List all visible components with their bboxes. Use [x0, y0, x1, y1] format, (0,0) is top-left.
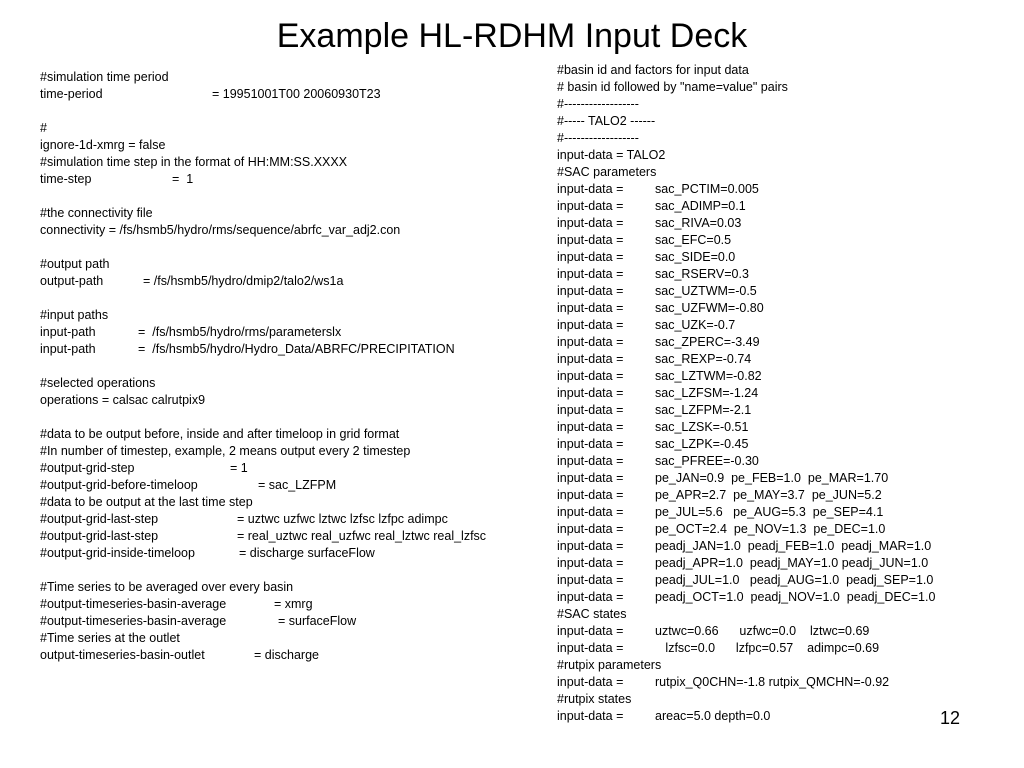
config-value: sac_REXP=-0.74	[655, 352, 752, 366]
deck-line	[557, 249, 997, 266]
deck-line	[40, 341, 540, 358]
config-value: sac_LZPK=-0.45	[655, 437, 749, 451]
deck-line	[40, 375, 540, 392]
deck-line	[557, 436, 997, 453]
config-key: #SAC parameters	[557, 165, 657, 179]
config-value: peadj_JAN=1.0 peadj_FEB=1.0 peadj_MAR=1.0	[655, 539, 932, 553]
deck-line	[557, 538, 997, 555]
config-value: sac_EFC=0.5	[655, 233, 732, 247]
deck-line	[40, 613, 540, 630]
deck-line	[557, 402, 997, 419]
config-key: #output-timeseries-basin-average	[40, 614, 227, 628]
config-key: input-data =	[557, 675, 624, 689]
config-value: sac_LZFSM=-1.24	[655, 386, 759, 400]
deck-line	[40, 494, 540, 511]
config-value: pe_JUL=5.6 pe_AUG=5.3 pe_SEP=4.1	[655, 505, 884, 519]
config-value: uztwc=0.66 uzfwc=0.0 lztwc=0.69	[655, 624, 870, 638]
config-key: output-path	[40, 274, 104, 288]
slide-title: Example HL-RDHM Input Deck	[276, 17, 748, 55]
config-key: #output-grid-last-step	[40, 529, 159, 543]
deck-line	[40, 290, 540, 307]
config-key: input-data =	[557, 624, 624, 638]
config-key: #output-grid-before-timeloop	[40, 478, 198, 492]
config-key: input-data =	[557, 182, 624, 196]
config-value: = real_uztwc real_uzfwc real_lztwc real_lzfsc	[237, 529, 487, 543]
config-key: #rutpix parameters	[557, 658, 662, 672]
config-value: pe_APR=2.7 pe_MAY=3.7 pe_JUN=5.2	[655, 488, 882, 502]
config-value: = 1	[230, 461, 248, 475]
config-key: input-data =	[557, 386, 624, 400]
deck-line	[557, 708, 997, 725]
config-key: #data to be output before, inside and after timeloop in grid format	[40, 427, 400, 441]
config-key: #output-grid-last-step	[40, 512, 159, 526]
config-value: pe_OCT=2.4 pe_NOV=1.3 pe_DEC=1.0	[655, 522, 886, 536]
config-value: = sac_LZFPM	[258, 478, 337, 492]
deck-line	[40, 171, 540, 188]
config-value: sac_UZFWM=-0.80	[655, 301, 764, 315]
deck-line	[557, 334, 997, 351]
deck-line	[40, 273, 540, 290]
config-key: #------------------	[557, 131, 639, 145]
config-key: input-data =	[557, 471, 624, 485]
deck-line	[40, 647, 540, 664]
config-key: #rutpix states	[557, 692, 632, 706]
deck-line	[40, 477, 540, 494]
config-key: input-data =	[557, 233, 624, 247]
deck-line	[40, 392, 540, 409]
config-value: sac_LZTWM=-0.82	[655, 369, 762, 383]
config-value: areac=5.0 depth=0.0	[655, 709, 771, 723]
config-key: #output-grid-inside-timeloop	[40, 546, 195, 560]
deck-line	[40, 154, 540, 171]
deck-line	[557, 300, 997, 317]
deck-line	[557, 181, 997, 198]
deck-line	[557, 164, 997, 181]
config-key: output-timeseries-basin-outlet	[40, 648, 205, 662]
deck-line	[557, 453, 997, 470]
config-key: input-data =	[557, 403, 624, 417]
config-value: = 19951001T00 20060930T23	[212, 87, 381, 101]
config-key: input-data =	[557, 335, 624, 349]
deck-line	[557, 470, 997, 487]
deck-line	[557, 555, 997, 572]
config-key: #output-grid-step	[40, 461, 135, 475]
deck-line	[557, 623, 997, 640]
deck-line	[40, 205, 540, 222]
config-value: rutpix_Q0CHN=-1.8 rutpix_QMCHN=-0.92	[655, 675, 890, 689]
deck-line	[557, 657, 997, 674]
config-key: #SAC states	[557, 607, 627, 621]
deck-line	[40, 137, 540, 154]
config-value: = xmrg	[274, 597, 313, 611]
config-value: sac_UZTWM=-0.5	[655, 284, 757, 298]
deck-line	[557, 317, 997, 334]
config-value: peadj_OCT=1.0 peadj_NOV=1.0 peadj_DEC=1.0	[655, 590, 936, 604]
config-key: input-data =	[557, 454, 624, 468]
config-key: #	[40, 121, 47, 135]
deck-line	[557, 640, 997, 657]
config-key: input-data =	[557, 505, 624, 519]
config-value: sac_ZPERC=-3.49	[655, 335, 760, 349]
deck-line	[40, 511, 540, 528]
config-key: connectivity = /fs/hsmb5/hydro/rms/sequence/abrfc_var_adj2.con	[40, 223, 401, 237]
deck-line	[40, 188, 540, 205]
deck-line	[40, 307, 540, 324]
config-key: ignore-1d-xmrg = false	[40, 138, 166, 152]
deck-line	[40, 103, 540, 120]
config-value: sac_LZSK=-0.51	[655, 420, 749, 434]
config-value: lzfsc=0.0 lzfpc=0.57 adimpc=0.69	[655, 641, 880, 655]
config-key: input-data =	[557, 556, 624, 570]
config-value: sac_PFREE=-0.30	[655, 454, 759, 468]
config-value: sac_RIVA=0.03	[655, 216, 742, 230]
config-key: input-data =	[557, 709, 624, 723]
deck-line	[557, 79, 997, 96]
deck-line	[557, 674, 997, 691]
deck-line	[40, 409, 540, 426]
config-value: peadj_JUL=1.0 peadj_AUG=1.0 peadj_SEP=1.0	[655, 573, 934, 587]
config-key: #In number of timestep, example, 2 means output every 2 timestep	[40, 444, 411, 458]
config-key: #data to be output at the last time step	[40, 495, 253, 509]
deck-line	[40, 596, 540, 613]
config-key: input-data =	[557, 573, 624, 587]
deck-line	[40, 630, 540, 647]
config-key: #output-timeseries-basin-average	[40, 597, 227, 611]
deck-line	[557, 62, 997, 79]
deck-line	[557, 504, 997, 521]
config-key: input-data =	[557, 369, 624, 383]
deck-line	[40, 324, 540, 341]
config-key: #Time series at the outlet	[40, 631, 180, 645]
deck-line	[557, 266, 997, 283]
config-key: #selected operations	[40, 376, 156, 390]
deck-line	[557, 606, 997, 623]
config-value: sac_SIDE=0.0	[655, 250, 736, 264]
config-key: input-data =	[557, 318, 624, 332]
config-value: = discharge surfaceFlow	[239, 546, 375, 560]
deck-line	[557, 385, 997, 402]
config-key: input-data =	[557, 437, 624, 451]
config-value: sac_ADIMP=0.1	[655, 199, 746, 213]
deck-line	[40, 545, 540, 562]
input-deck-left-column	[40, 69, 540, 664]
config-value: = /fs/hsmb5/hydro/Hydro_Data/ABRFC/PRECIPITATION	[138, 342, 455, 356]
deck-line	[557, 232, 997, 249]
config-key: input-data =	[557, 488, 624, 502]
config-value: = /fs/hsmb5/hydro/dmip2/talo2/ws1a	[143, 274, 344, 288]
deck-line	[557, 198, 997, 215]
deck-line	[557, 96, 997, 113]
config-key: input-data =	[557, 420, 624, 434]
config-value: pe_JAN=0.9 pe_FEB=1.0 pe_MAR=1.70	[655, 471, 889, 485]
config-key: time-period	[40, 87, 103, 101]
config-key: input-data =	[557, 301, 624, 315]
config-key: #Time series to be averaged over every basin	[40, 580, 294, 594]
deck-line	[40, 528, 540, 545]
config-key: input-path	[40, 325, 96, 339]
deck-line	[557, 351, 997, 368]
config-key: input-data =	[557, 539, 624, 553]
deck-line	[557, 130, 997, 147]
config-key: input-data =	[557, 250, 624, 264]
deck-line	[40, 239, 540, 256]
deck-line	[40, 443, 540, 460]
config-value: = surfaceFlow	[278, 614, 357, 628]
deck-line	[557, 147, 997, 164]
config-key: # basin id followed by "name=value" pairs	[557, 80, 788, 94]
config-value: sac_RSERV=0.3	[655, 267, 749, 281]
config-key: #input paths	[40, 308, 109, 322]
config-key: #basin id and factors for input data	[557, 63, 749, 77]
config-key: input-data =	[557, 590, 624, 604]
page-number: 12	[940, 708, 961, 728]
deck-line	[40, 562, 540, 579]
config-key: input-data =	[557, 641, 624, 655]
input-deck-right-column	[557, 62, 997, 725]
deck-line	[40, 222, 540, 239]
config-key: #------------------	[557, 97, 639, 111]
deck-line	[557, 589, 997, 606]
deck-line	[40, 426, 540, 443]
config-key: input-data = TALO2	[557, 148, 666, 162]
config-key: input-data =	[557, 216, 624, 230]
deck-line	[557, 691, 997, 708]
config-key: input-data =	[557, 267, 624, 281]
deck-line	[40, 120, 540, 137]
deck-line	[557, 215, 997, 232]
config-value: peadj_APR=1.0 peadj_MAY=1.0 peadj_JUN=1.0	[655, 556, 929, 570]
deck-line	[40, 358, 540, 375]
deck-line	[40, 460, 540, 477]
config-value: sac_PCTIM=0.005	[655, 182, 759, 196]
deck-line	[40, 256, 540, 273]
config-value: = uztwc uzfwc lztwc lzfsc lzfpc adimpc	[237, 512, 448, 526]
deck-line	[557, 521, 997, 538]
config-key: #simulation time period	[40, 70, 169, 84]
config-key: input-path	[40, 342, 96, 356]
config-key: input-data =	[557, 284, 624, 298]
deck-line	[557, 283, 997, 300]
config-key: operations = calsac calrutpix9	[40, 393, 206, 407]
deck-line	[557, 572, 997, 589]
deck-line	[40, 69, 540, 86]
config-key: input-data =	[557, 522, 624, 536]
deck-line	[40, 579, 540, 596]
config-key: time-step	[40, 172, 92, 186]
config-key: #----- TALO2 ------	[557, 114, 656, 128]
config-value: = /fs/hsmb5/hydro/rms/parameterslx	[138, 325, 342, 339]
config-key: #simulation time step in the format of HH:MM:SS.XXXX	[40, 155, 348, 169]
config-key: input-data =	[557, 199, 624, 213]
config-value: sac_LZFPM=-2.1	[655, 403, 752, 417]
deck-line	[557, 368, 997, 385]
config-value: = discharge	[254, 648, 319, 662]
config-key: input-data =	[557, 352, 624, 366]
config-value: sac_UZK=-0.7	[655, 318, 736, 332]
config-value: = 1	[172, 172, 194, 186]
config-key: #the connectivity file	[40, 206, 153, 220]
deck-line	[557, 419, 997, 436]
config-key: #output path	[40, 257, 110, 271]
deck-line	[557, 113, 997, 130]
deck-line	[40, 86, 540, 103]
deck-line	[557, 487, 997, 504]
